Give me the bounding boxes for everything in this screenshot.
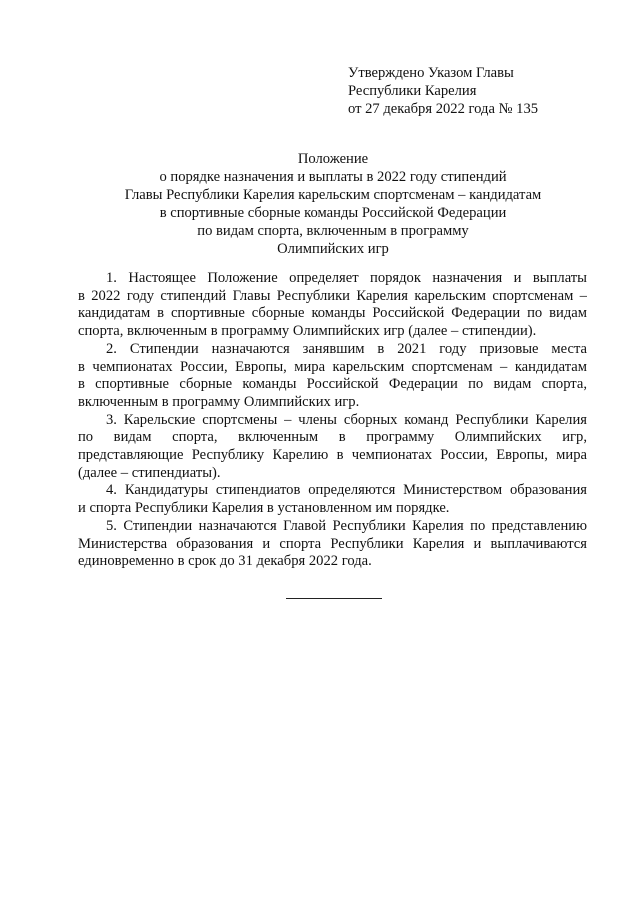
paragraph-line: (далее – стипендиаты). [78, 464, 221, 481]
paragraph-line: в спортивные сборные команды Российской Федерации по видам спорта, [78, 376, 587, 393]
end-separator-line [286, 598, 382, 599]
paragraph-line: в чемпионатах России, Европы, мира карельским спортсменам – кандидатам [78, 358, 587, 375]
paragraph-line: 3. Карельские спортсмены – члены сборных команд Республики Карелия [106, 411, 587, 428]
paragraph-line: по видам спорта, включенным в программу Олимпийских игр, [78, 429, 587, 446]
approval-line: Республики Карелия [348, 83, 477, 99]
paragraph-line: спорта, включенным в программу Олимпийских игр (далее – стипендии). [78, 323, 537, 340]
heading-line: Главы Республики Карелия карельским спортсменам – кандидатам [124, 187, 542, 203]
document-heading [78, 150, 588, 258]
paragraph-5 [78, 518, 587, 571]
document-title: Положение [297, 151, 369, 167]
heading-line: о порядке назначения и выплаты в 2022 году стипендий [159, 169, 507, 185]
paragraph-line: 4. Кандидатуры стипендиатов определяются Министерством образования [106, 482, 587, 499]
heading-line: по видам спорта, включенным в программу [197, 223, 469, 239]
paragraph-line: в 2022 году стипендий Главы Республики Карелия карельским спортсменам – [78, 287, 587, 304]
paragraph-line: 1. Настоящее Положение определяет порядок назначения и выплаты [106, 270, 587, 286]
paragraph-line: 5. Стипендии назначаются Главой Республики Карелия по представлению [106, 517, 587, 534]
paragraph-line: Министерства образования и спорта Республики Карелия и выплачиваются [78, 535, 587, 552]
paragraph-line: и спорта Республики Карелия в установленном им порядке. [78, 500, 450, 517]
approval-line: от 27 декабря 2022 года № 135 [348, 101, 539, 117]
paragraph-2 [78, 341, 587, 412]
approval-line: Утверждено Указом Главы [348, 65, 514, 81]
paragraph-1 [78, 270, 587, 341]
paragraph-line: представляющие Республику Карелию в чемпионатах России, Европы, мира [78, 447, 587, 464]
paragraph-4 [78, 482, 587, 517]
paragraph-line: единовременно в срок до 31 декабря 2022 года. [78, 553, 372, 570]
paragraph-line: кандидатам в спортивные сборные команды Российской Федерации по видам [78, 305, 587, 322]
document-body [78, 270, 587, 571]
paragraph-3 [78, 412, 587, 483]
heading-line: Олимпийских игр [277, 241, 389, 257]
heading-line: в спортивные сборные команды Российской Федерации [159, 205, 507, 221]
paragraph-line: включенным в программу Олимпийских игр. [78, 393, 360, 410]
paragraph-line: 2. Стипендии назначаются занявшим в 2021 году призовые места [106, 340, 587, 357]
approval-stamp [348, 64, 618, 118]
